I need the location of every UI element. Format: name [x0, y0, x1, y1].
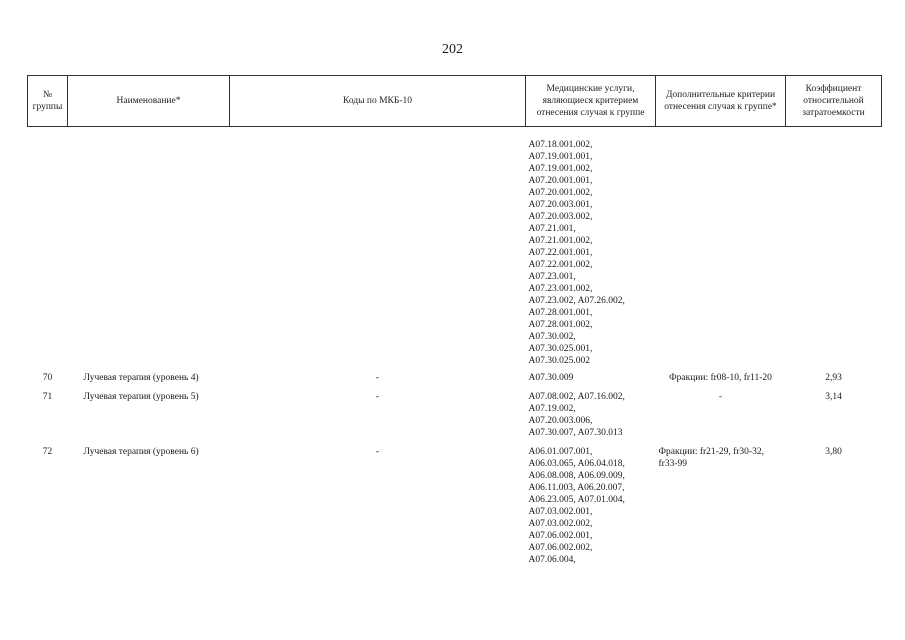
medical-services: A07.30.009	[528, 373, 574, 383]
header-medical-services: Медицинские услуги, являющиеся критерием отнесения случая к группе	[526, 76, 656, 127]
medical-services: A07.08.002, A07.16.002, A07.19.002, A07.20.003.006, A07.30.007, A07.30.013	[528, 392, 625, 438]
table-row-72	[28, 441, 882, 568]
group-name: Лучевая терапия (уровень 6)	[83, 447, 199, 457]
icd-codes: -	[375, 373, 380, 383]
coefficient: 3,80	[825, 447, 842, 457]
medical-services: A06.01.007.001, A06.03.065, A06.04.018, A06.08.008, A06.09.009, A06.11.003, A06.20.007, A06.23.005, A07.01.004, A07.03.002.001, A07.03.002.002, A07.06.002.001, A07.06.002.002, A07.06.004,	[528, 447, 625, 565]
table-row-70	[28, 367, 882, 386]
group-number: 71	[42, 392, 53, 402]
coefficient: 2,93	[825, 373, 842, 383]
page-number: 202	[442, 42, 463, 57]
icd-codes: -	[375, 447, 380, 457]
additional-criteria: Фракции: fr21-29, fr30-32, fr33-99	[658, 447, 764, 469]
tariff-table	[27, 75, 882, 568]
header-group-number: № группы	[28, 76, 68, 127]
header-icd-codes: Коды по МКБ-10	[230, 76, 526, 127]
table-header-row	[28, 76, 882, 127]
group-name: Лучевая терапия (уровень 5)	[83, 392, 199, 402]
header-name: Наименование*	[68, 76, 230, 127]
additional-criteria: -	[718, 392, 723, 402]
table-row-71	[28, 386, 882, 441]
header-additional-criteria: Дополнительные критерии отнесения случая к группе*	[656, 76, 786, 127]
continuation-services-cell: A07.18.001.002, A07.19.001.001, A07.19.001.002, A07.20.001.001, A07.20.001.002, A07.20.003.001, A07.20.003.002, A07.21.001, A07.21.001.002, A07.22.001.001, A07.22.001.002, A07.23.001, A07.23.001.002, A07.23.002, A07.26.002, A07.28.001.001, A07.28.001.002, A07.30.002, A07.30.025.001, A07.30.025.002	[528, 140, 625, 366]
coefficient: 3,14	[825, 392, 842, 402]
group-number: 70	[42, 373, 53, 383]
table-row-continuation	[28, 139, 882, 367]
group-name: Лучевая терапия (уровень 4)	[83, 373, 199, 383]
header-coefficient: Коэффициент относительной затратоемкости	[786, 76, 882, 127]
additional-criteria: Фракции: fr08-10, fr11-20	[669, 373, 772, 383]
icd-codes: -	[375, 392, 380, 402]
group-number: 72	[42, 447, 53, 457]
